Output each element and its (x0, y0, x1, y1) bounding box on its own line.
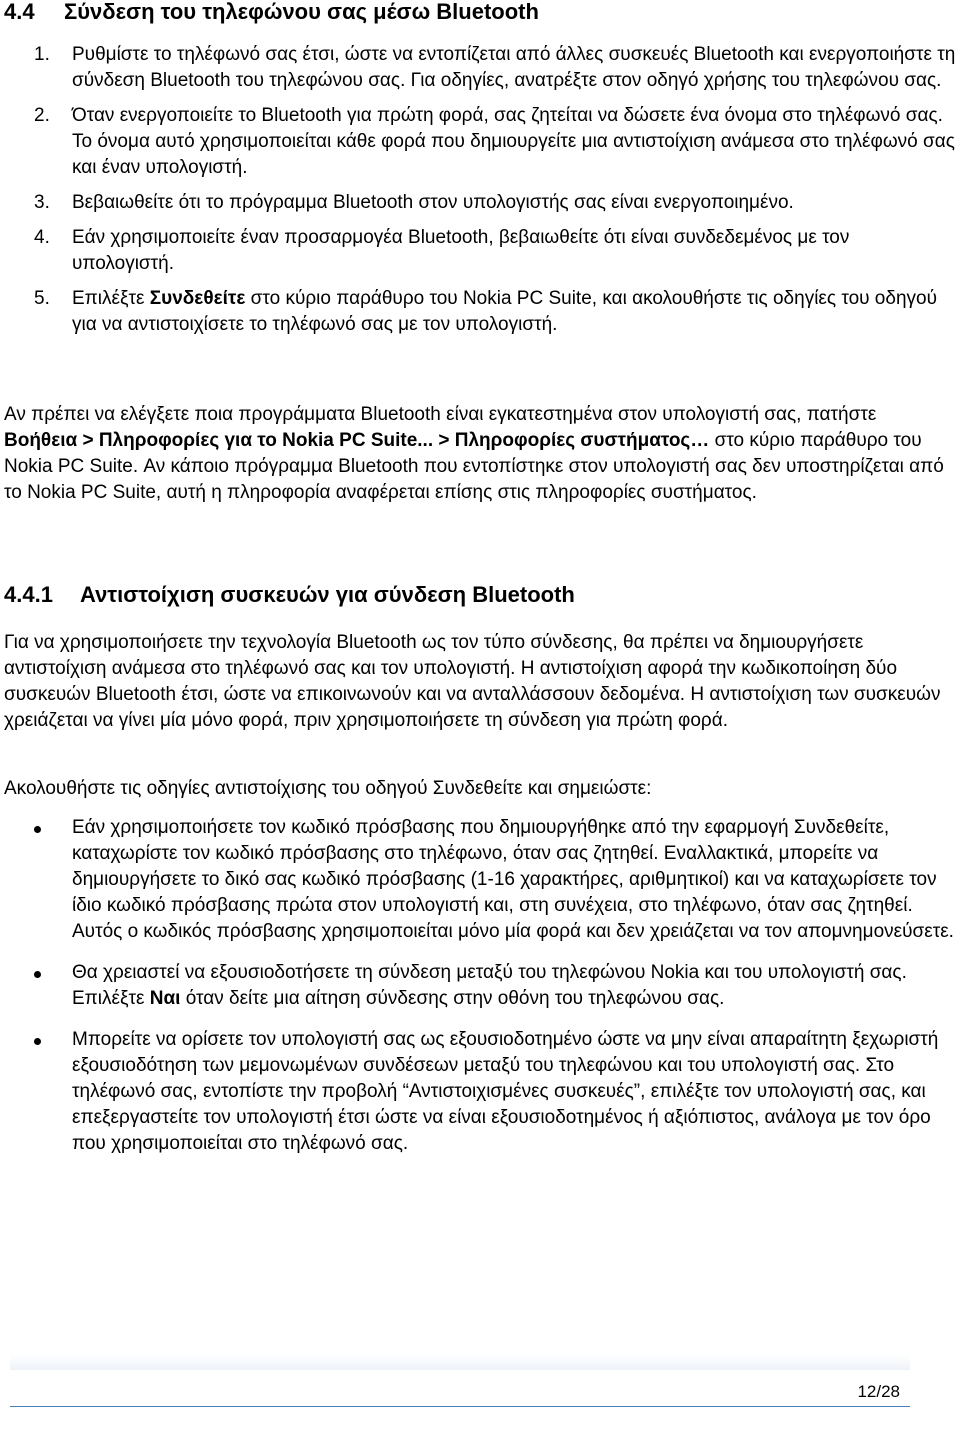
bullet-dot-icon (34, 826, 41, 833)
footer-rule (10, 1406, 910, 1407)
section-number: 4.4 (4, 0, 35, 24)
step-number: 2. (34, 105, 50, 126)
step-item (4, 225, 956, 277)
step-item (4, 103, 956, 181)
step-item (4, 190, 956, 216)
section-title: Σύνδεση του τηλεφώνου σας μέσω Bluetooth (64, 0, 539, 24)
connect-command: Συνδεθείτε (149, 288, 246, 309)
step-number: 1. (34, 44, 50, 65)
subsection-number: 4.4.1 (4, 582, 53, 607)
info-text-post: στο κύριο παράθυρο του Nokia PC Suite. Αν κάποιο πρόγραμμα Bluetooth που εντοπίστηκε στον υπολογιστή σας δεν υποστηρίζεται από το Nokia PC Suite, αυτή η πληροφορία αναφέρεται επίσης στις πληροφορίες συστήματος. (4, 430, 944, 503)
bullet-text-post: όταν δείτε μια αίτηση σύνδεσης στην οθόνη του τηλεφώνου σας. (180, 988, 725, 1009)
step-text: Ρυθμίστε το τηλέφωνό σας έτσι, ώστε να εντοπίζεται από άλλες συσκευές Bluetooth και ενεργοποιήστε τη σύνδεση Bluetooth του τηλεφώνου σας. Για οδηγίες, ανατρέξτε στον οδηγό χρήσης του τηλεφώνου σας. (72, 44, 956, 91)
step-item (4, 42, 956, 94)
bullet-item (4, 960, 956, 1012)
step-text: Εάν χρησιμοποιείτε έναν προσαρμογέα Bluetooth, βεβαιωθείτε ότι είναι συνδεδεμένος με τον υπολογιστή. (72, 227, 850, 274)
bullet-list (4, 815, 956, 1172)
pairing-intro-paragraph: Για να χρησιμοποιήσετε την τεχνολογία Bluetooth ως τον τύπο σύνδεσης, θα πρέπει να δημιουργήσετε αντιστοίχιση ανάμεσα στο τηλέφωνό σας και τον υπολογιστή. Η αντιστοίχιση αφορά την κωδικοποίηση δύο συσκευών Bluetooth έτσι, ώστε να επικοινωνούν και να ανταλλάσσουν δεδομένα. Η αντιστοίχιση των συσκευών χρειάζεται να γίνει μία μόνο φορά, πριν χρησιμοποιήσετε τη σύνδεση για πρώτη φορά. (4, 632, 941, 731)
bullet-dot-icon (34, 971, 41, 978)
numbered-steps (4, 42, 956, 347)
section-heading (4, 0, 539, 26)
step-text-post: στο κύριο παράθυρο του Nokia PC Suite, και ακολουθήστε τις οδηγίες του οδηγού για να αντιστοιχίσετε το τηλέφωνό σας με τον υπολογιστή. (72, 288, 937, 335)
step-number: 3. (34, 192, 50, 213)
info-text-pre: Αν πρέπει να ελέγξετε ποια προγράμματα Bluetooth είναι εγκατεστημένα στον υπολογιστή σας, πατήστε (4, 404, 877, 425)
bullet-text: Μπορείτε να ορίσετε τον υπολογιστή σας ως εξουσιοδοτημένο ώστε να μην είναι απαραίτητη ξεχωριστή εξουσιοδότηση των μεμονωμένων συνδέσεων μεταξύ του τηλεφώνου και του υπολογιστή σας. Στο τηλέφωνό σας, εντοπίστε την προβολή “Αντιστοιχισμένες συσκευές”, επιλέξτε τον υπολογιστή σας, και επεξεργαστείτε τον υπολογιστή έτσι ώστε να είναι εξουσιοδοτημένος ή αξιόπιστος, ανάλογα με τον όρο που χρησιμοποιείται στο τηλέφωνό σας. (72, 1029, 939, 1154)
footer-decoration (10, 1354, 910, 1370)
step-text: Βεβαιωθείτε ότι το πρόγραμμα Bluetooth στον υπολογιστής σας είναι ενεργοποιημένο. (72, 192, 794, 213)
step-text-pre: Επιλέξτε (72, 288, 150, 309)
page-number: 12/28 (857, 1382, 900, 1401)
bullet-text: Εάν χρησιμοποιήσετε τον κωδικό πρόσβασης που δημιουργήθηκε από την εφαρμογή Συνδεθείτε, καταχωρίστε τον κωδικό πρόσβασης στο τηλέφωνο, όταν σας ζητηθεί. Εναλλακτικά, μπορείτε να δημιουργήσετε το δικό σας κωδικό πρόσβασης (1-16 χαρακτήρες, αριθμητικοί) και να καταχωρίσετε τον ίδιο κωδικό πρόσβασης πρώτα στον υπολογιστή και, στη συνέχεια, στο τηλέφωνο, όταν σας ζητηθεί. Αυτός ο κωδικός πρόσβασης χρησιμοποιείται μόνο μία φορά και δεν χρειάζεται να τον απομνημονεύσετε. (72, 817, 954, 942)
step-number: 5. (34, 288, 50, 309)
bullet-item (4, 1027, 956, 1157)
step-item (4, 286, 956, 338)
bullet-text-pre: Θα χρειαστεί να εξουσιοδοτήσετε τη σύνδεση μεταξύ του τηλεφώνου Nokia και του υπολογιστή σας. Επιλέξτε (72, 962, 907, 1009)
info-paragraph (4, 402, 954, 506)
step-text: Όταν ενεργοποιείτε το Bluetooth για πρώτη φορά, σας ζητείται να δώσετε ένα όνομα στο τηλέφωνό σας. Το όνομα αυτό χρησιμοποιείται κάθε φορά που δημιουργείτε μια αντιστοίχιση ανάμεσα στο τηλέφωνό σας και έναν υπολογιστή. (72, 105, 955, 178)
yes-option: Ναι (149, 988, 181, 1009)
bullet-item (4, 815, 956, 945)
step-number: 4. (34, 227, 50, 248)
subsection-title: Αντιστοίχιση συσκευών για σύνδεση Bluetooth (80, 582, 575, 607)
menu-path: Βοήθεια > Πληροφορίες για το Nokia PC Suite... > Πληροφορίες συστήματος… (4, 430, 710, 451)
follow-instructions-paragraph: Ακολουθήστε τις οδηγίες αντιστοίχισης του οδηγού Συνδεθείτε και σημειώστε: (4, 778, 652, 799)
subsection-heading (4, 580, 575, 610)
bullet-dot-icon (34, 1038, 41, 1045)
